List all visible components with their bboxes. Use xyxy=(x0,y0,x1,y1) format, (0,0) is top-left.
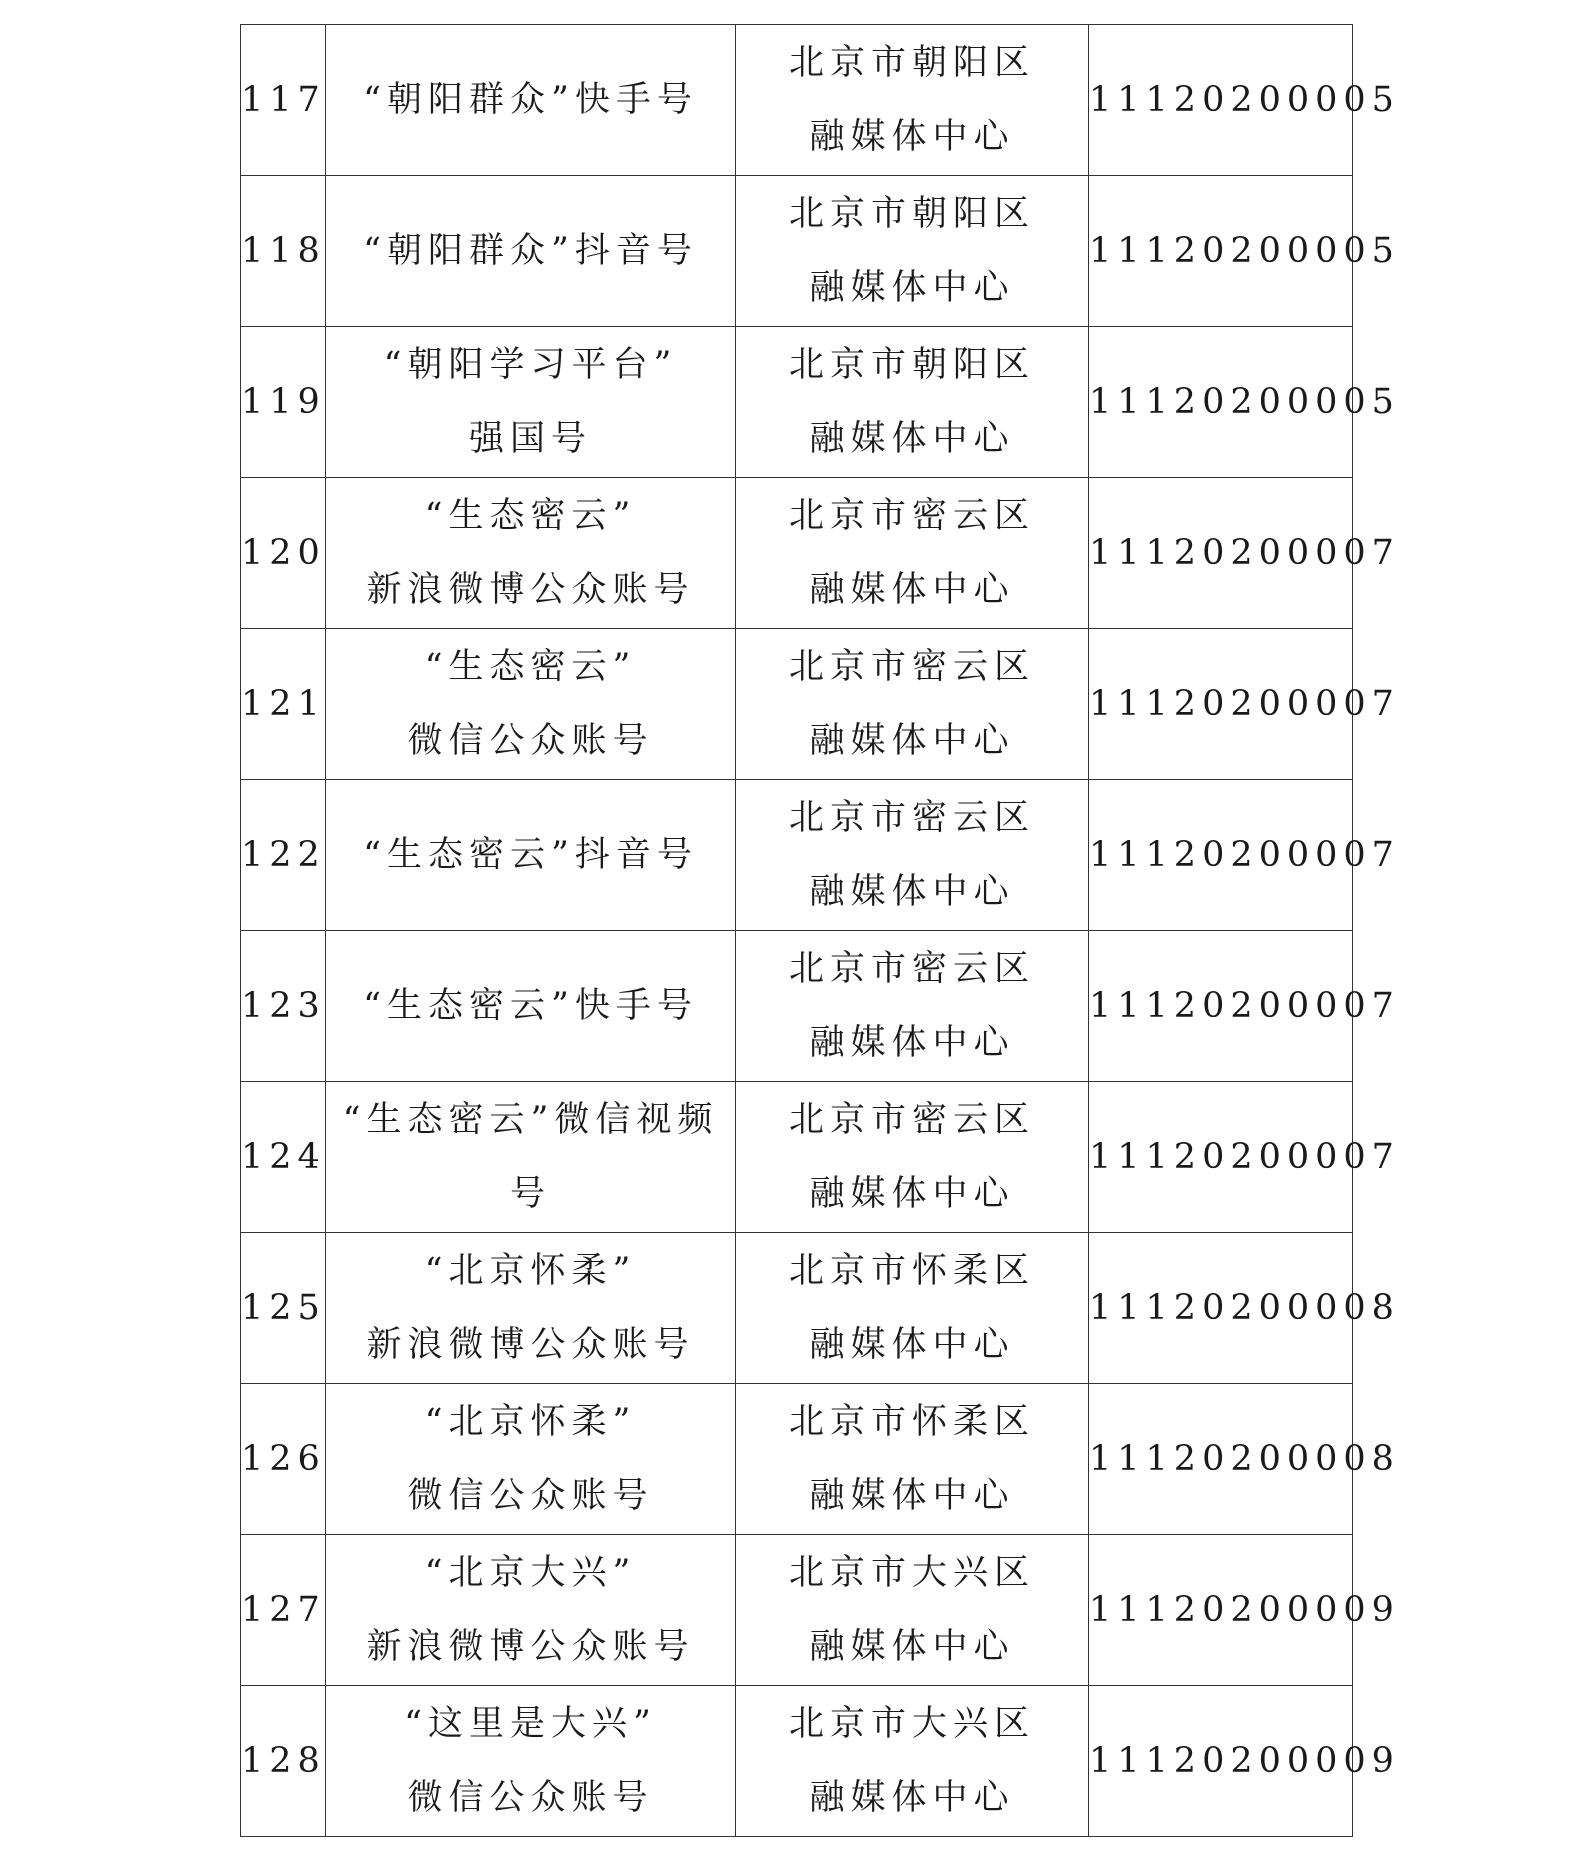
row-number-cell: 125 xyxy=(241,1233,326,1384)
row-number-cell: 123 xyxy=(241,931,326,1082)
registration-code-cell: 11120200007 xyxy=(1089,478,1353,629)
registration-code-cell: 11120200005 xyxy=(1089,25,1353,176)
account-name-line: “生态密云”微信视频 xyxy=(342,1100,719,1140)
organization-line: 融媒体中心 xyxy=(809,1627,1015,1667)
row-number-cell: 121 xyxy=(241,629,326,780)
account-name-line: “北京大兴” xyxy=(424,1553,637,1593)
row-number-cell: 120 xyxy=(241,478,326,629)
organization-cell xyxy=(736,629,1089,780)
organization-line: 融媒体中心 xyxy=(809,721,1015,761)
account-name-line: “生态密云”快手号 xyxy=(363,986,698,1026)
account-name-line: 微信公众账号 xyxy=(407,1476,654,1516)
organization-line: 融媒体中心 xyxy=(809,419,1015,459)
registry-table xyxy=(240,24,1400,1837)
table-row xyxy=(241,629,1353,780)
registration-code-cell: 11120200007 xyxy=(1089,629,1353,780)
account-name-line: “这里是大兴” xyxy=(404,1704,657,1744)
row-number-cell: 119 xyxy=(241,327,326,478)
account-name-line: “朝阳群众”抖音号 xyxy=(363,231,698,271)
account-name-line: 新浪微博公众账号 xyxy=(366,1325,695,1365)
table-row xyxy=(241,1686,1353,1837)
row-number-cell: 122 xyxy=(241,780,326,931)
organization-line: 融媒体中心 xyxy=(809,1023,1015,1063)
account-name-cell xyxy=(326,1082,736,1233)
organization-line: 北京市朝阳区 xyxy=(788,43,1035,83)
registration-code-cell: 11120200007 xyxy=(1089,780,1353,931)
organization-cell xyxy=(736,780,1089,931)
registry-table-body xyxy=(241,25,1400,1837)
table-row xyxy=(241,780,1353,931)
organization-cell xyxy=(736,931,1089,1082)
table-row xyxy=(241,1082,1353,1233)
organization-cell xyxy=(736,25,1089,176)
account-name-cell xyxy=(326,1686,736,1837)
organization-line: 北京市朝阳区 xyxy=(788,345,1035,385)
organization-cell xyxy=(736,1686,1089,1837)
organization-line: 北京市密云区 xyxy=(788,949,1035,989)
organization-cell xyxy=(736,1233,1089,1384)
organization-line: 北京市密云区 xyxy=(788,647,1035,687)
account-name-line: 新浪微博公众账号 xyxy=(366,570,695,610)
account-name-line: “朝阳群众”快手号 xyxy=(363,80,698,120)
row-number-cell: 127 xyxy=(241,1535,326,1686)
organization-line: 融媒体中心 xyxy=(809,1325,1015,1365)
organization-line: 北京市大兴区 xyxy=(788,1553,1035,1593)
registration-code-cell: 11120200009 xyxy=(1089,1535,1353,1686)
account-name-cell xyxy=(326,478,736,629)
organization-cell xyxy=(736,1384,1089,1535)
organization-line: 融媒体中心 xyxy=(809,1778,1015,1818)
account-name-cell xyxy=(326,176,736,327)
organization-line: 北京市密云区 xyxy=(788,496,1035,536)
account-name-cell xyxy=(326,629,736,780)
table-row xyxy=(241,25,1353,176)
organization-line: 融媒体中心 xyxy=(809,1476,1015,1516)
registration-code-cell: 11120200005 xyxy=(1089,176,1353,327)
organization-line: 融媒体中心 xyxy=(809,268,1015,308)
organization-line: 北京市朝阳区 xyxy=(788,194,1035,234)
account-name-cell xyxy=(326,1233,736,1384)
account-name-cell xyxy=(326,25,736,176)
table-row xyxy=(241,176,1353,327)
organization-cell xyxy=(736,1082,1089,1233)
registration-code-cell: 11120200005 xyxy=(1089,327,1353,478)
organization-cell xyxy=(736,478,1089,629)
account-name-line: 微信公众账号 xyxy=(407,1778,654,1818)
account-name-line: 号 xyxy=(509,1174,551,1214)
organization-line: 融媒体中心 xyxy=(809,872,1015,912)
registration-code-cell: 11120200008 xyxy=(1089,1233,1353,1384)
organization-cell xyxy=(736,176,1089,327)
account-name-line: “生态密云” xyxy=(424,647,637,687)
organization-line: 融媒体中心 xyxy=(809,570,1015,610)
registration-code-cell: 11120200008 xyxy=(1089,1384,1353,1535)
account-name-line: “北京怀柔” xyxy=(424,1402,637,1442)
account-name-line: 微信公众账号 xyxy=(407,721,654,761)
organization-line: 北京市怀柔区 xyxy=(788,1402,1035,1442)
row-number-cell: 128 xyxy=(241,1686,326,1837)
account-name-line: “生态密云”抖音号 xyxy=(363,835,698,875)
account-name-cell xyxy=(326,1384,736,1535)
organization-line: 北京市密云区 xyxy=(788,798,1035,838)
row-number-cell: 126 xyxy=(241,1384,326,1535)
organization-line: 北京市怀柔区 xyxy=(788,1251,1035,1291)
registration-code-cell: 11120200007 xyxy=(1089,1082,1353,1233)
registration-code-cell: 11120200009 xyxy=(1089,1686,1353,1837)
table-row xyxy=(241,1233,1353,1384)
row-number-cell: 118 xyxy=(241,176,326,327)
account-name-line: “北京怀柔” xyxy=(424,1251,637,1291)
account-name-line: 新浪微博公众账号 xyxy=(366,1627,695,1667)
table-row xyxy=(241,1535,1353,1686)
account-name-line: 强国号 xyxy=(468,419,592,459)
account-name-cell xyxy=(326,780,736,931)
account-name-cell xyxy=(326,1535,736,1686)
row-number-cell: 124 xyxy=(241,1082,326,1233)
organization-line: 北京市密云区 xyxy=(788,1100,1035,1140)
organization-cell xyxy=(736,327,1089,478)
organization-line: 北京市大兴区 xyxy=(788,1704,1035,1744)
account-name-cell xyxy=(326,327,736,478)
registration-code-cell: 11120200007 xyxy=(1089,931,1353,1082)
row-number-cell: 117 xyxy=(241,25,326,176)
account-name-line: “生态密云” xyxy=(424,496,637,536)
organization-line: 融媒体中心 xyxy=(809,117,1015,157)
organization-cell xyxy=(736,1535,1089,1686)
table-row xyxy=(241,478,1353,629)
table-row xyxy=(241,1384,1353,1535)
table-row xyxy=(241,931,1353,1082)
table-row xyxy=(241,327,1353,478)
account-name-line: “朝阳学习平台” xyxy=(383,345,678,385)
account-name-cell xyxy=(326,931,736,1082)
organization-line: 融媒体中心 xyxy=(809,1174,1015,1214)
